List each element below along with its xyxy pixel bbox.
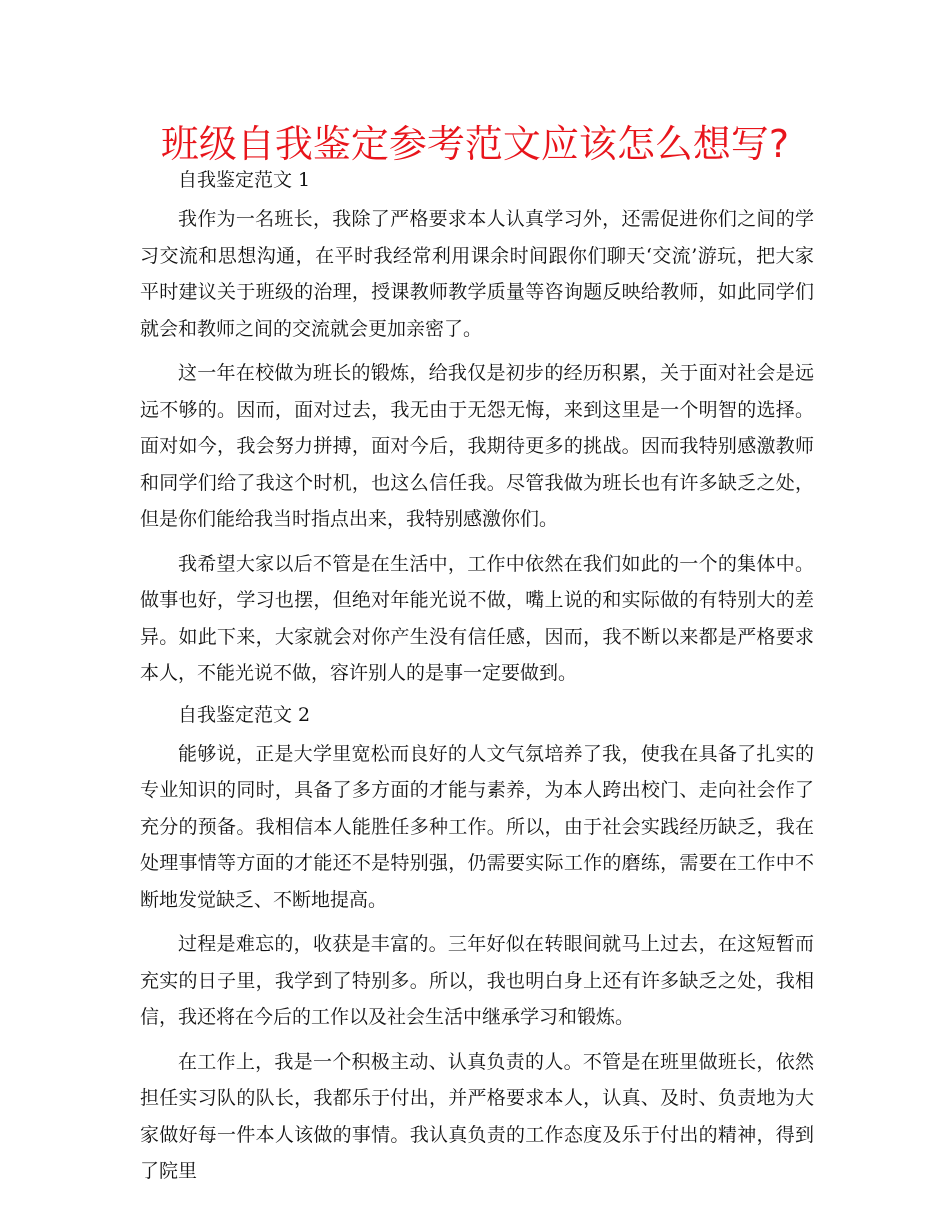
paragraph: 能够说，正是大学里宽松而良好的人文气氛培养了我，使我在具备了扎实的专业知识的同时，具备了多方面的才能与素养，为本人跨出校门、走向社会作了充分的预备。我相信本人能胜任多种工作。所以，由于社会实践经历缺乏，我在处理事情等方面的才能还不是特别强，仍需要实际工作的磨练，需要在工作中不断地发觉缺乏、不断地提高。 xyxy=(140,742,814,911)
section-1 xyxy=(140,165,814,692)
section-heading: 自我鉴定范文 1 xyxy=(178,169,311,191)
section-2 xyxy=(140,700,814,1190)
section-heading: 自我鉴定范文 2 xyxy=(178,703,311,726)
paragraph: 过程是难忘的，收获是丰富的。三年好似在转眼间就马上过去，在这短暂而充实的日子里，我学到了特别多。所以，我也明白身上还有许多缺乏之处，我相信，我还将在今后的工作以及社会生活中继承学习和锻炼。 xyxy=(140,933,814,1028)
paragraph: 这一年在校做为班长的锻炼，给我仅是初步的经历积累，关于面对社会是远远不够的。因而，面对过去，我无由于无怨无悔，来到这里是一个明智的选择。面对如今，我会努力拼搏，面对今后，我期待更多的挑战。因而我特别感激教师和同学们给了我这个时机，也这么信任我。尽管我做为班长也有许多缺乏之处，但是你们能给我当时指点出来，我特别感激你们。 xyxy=(140,362,814,530)
paragraph: 我作为一名班长，我除了严格要求本人认真学习外，还需促进你们之间的学习交流和思想沟通，在平时我经常利用课余时间跟你们聊天‘交流’游玩，把大家平时建议关于班级的治理，授课教师教学质量等咨询题反映给教师，如此同学们就会和教师之间的交流就会更加亲密了。 xyxy=(140,208,814,340)
document-title: 班级自我鉴定参考范文应该怎么想写? xyxy=(160,122,790,166)
document-body xyxy=(140,165,814,1198)
paragraph: 我希望大家以后不管是在生活中，工作中依然在我们如此的一个的集体中。做事也好，学习也摆，但绝对年能光说不做，嘴上说的和实际做的有特别大的差异。如此下来，大家就会对你产生没有信任感，因而，我不断以来都是严格要求本人，不能光说不做，容许别人的是事一定要做到。 xyxy=(140,552,814,684)
paragraph: 在工作上，我是一个积极主动、认真负责的人。不管是在班里做班长，依然担任实习队的队长，我都乐于付出，并严格要求本人，认真、及时、负责地为大家做好每一件本人该做的事情。我认真负责的工作态度及乐于付出的精神，得到了院里 xyxy=(140,1050,814,1182)
